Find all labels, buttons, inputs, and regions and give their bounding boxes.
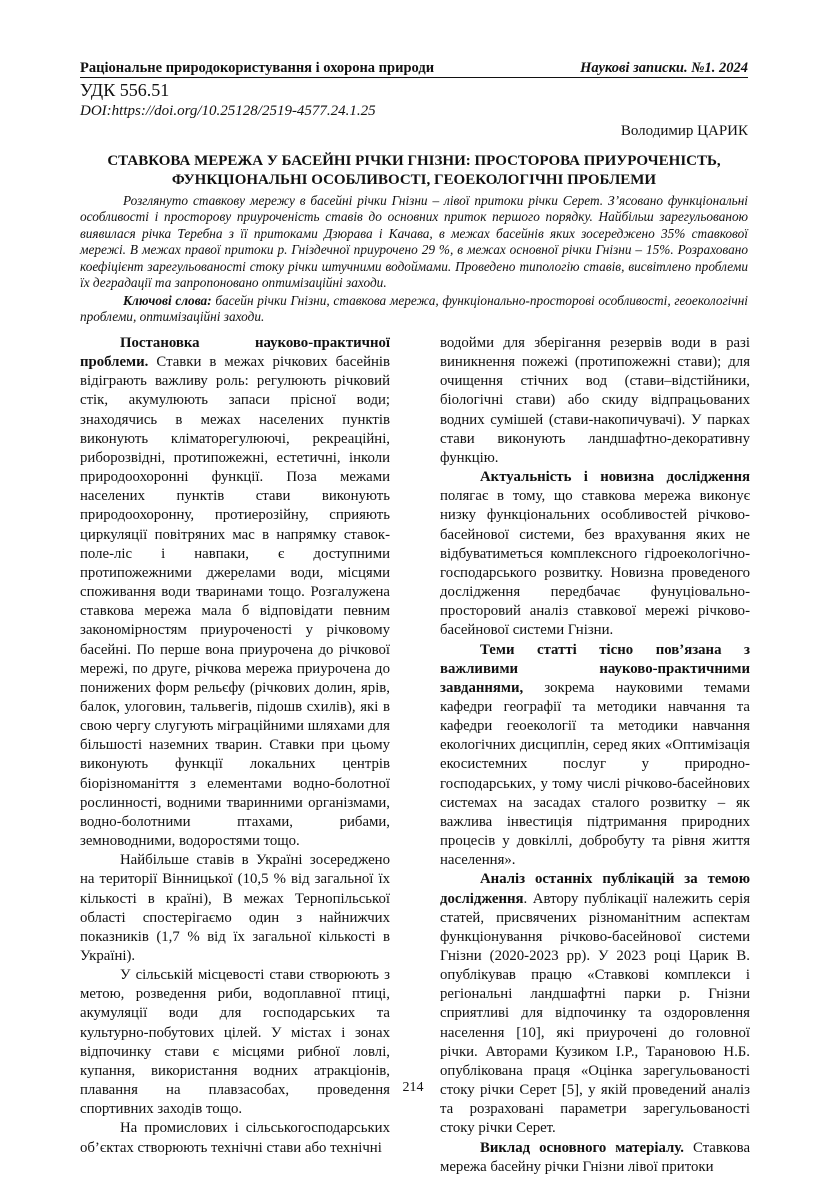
keywords-text: басейн річки Гнізни, ставкова мережа, функціонально-просторові особливості, геоекологічні проблеми, оптимізаційні заходи.: [80, 293, 748, 325]
page-number: 214: [402, 1080, 424, 1095]
udk-code: УДК 556.51: [80, 80, 170, 100]
heading-problem: Постановка науково-практичної проблеми.: [80, 335, 390, 371]
text-relevance: полягає в тому, що ставкова мережа виконує низку функціональних особливостей річково-басейнової системи, без врахування яких не відбуватиметься комплексного гідроекологічно-господарського розвитку. Новизна проведеного дослідження передбачає фунуціовально-просторовий аналіз ставкової мережі річково-басейнової системи Гнізни.: [440, 488, 750, 639]
journal-name: Раціональне природокористування і охорона природи: [80, 60, 435, 76]
doi-link[interactable]: DOI:https://doi.org/10.25128/2519-4577.24.1.25: [80, 103, 376, 119]
text-problem: Ставки в межах річкових басейнів відіграють важливу роль: регулюють річковий стік, акумулюють запаси прісної води; знаходячись в межах населених пунктів виконують кліматорегулюючі, рекреаційні, риборозвідні, протипожежні, естетичні, інколи природоохоронні функції. Поза межами населених пунктів стави виконують природоохоронну, протиерозійну, сприяють циркуляції повітряних мас в напрямку ставок-поле-ліс і навпаки, є доступними протипожежними джерелами води, місцями споживання води тваринами тощо. Розгалужена ставкова мережа мала б відповідати певним закономірностям приуроченості у річковому басейні. По перше вона приурочена до річкової мережі, по друге, річкова мережа приурочена до понижених форм рельєфу (річкових долин, ярів, балок, улоговин, тальвегів, підошв схилів), які в свою чергу слугують міграційними шляхами для більшості наземних тварин. Ставки при цьому виконують функції локальних центрів біорізноманіття з елементами водно-болотної рослинності, водними тваринними організмами, водно-болотними птахами, рибами, земноводними, водоростями тощо.: [80, 354, 391, 850]
text-main-material: Ставкова мережа басейну річки Гнізни лівої притоки: [440, 1139, 751, 1175]
running-header: [80, 60, 748, 78]
paragraph-publications: [440, 870, 750, 1138]
paragraph-problem: [80, 334, 390, 851]
keywords: [80, 293, 748, 326]
article-title: СТАВКОВА МЕРЕЖА У БАСЕЙНІ РІЧКИ ГНІЗНИ: ПРОСТОРОВА ПРИУРОЧЕНІСТЬ, ФУНКЦІОНАЛЬНІ ОСОБЛИВОСТІ, ГЕОЕКОЛОГІЧНІ ПРОБЛЕМИ: [107, 153, 721, 188]
paragraph-main-material: [440, 1139, 750, 1177]
left-column: [80, 334, 390, 1158]
paragraph-relevance: [440, 468, 750, 640]
author-name: Володимир ЦАРИК: [620, 123, 748, 139]
paragraph-technical-ponds: водойми для зберігання резервів води в разі виникнення пожежі (протипожежні стави); для очищення стічних вод (стави–відстійники, біологічні стави) або скиду відпрацьованих водних сумішей (стави-накопичувачі). У парках стави виконують ландшафтно-декоративну функцію.: [440, 335, 750, 466]
heading-main-material: Виклад основного матеріалу.: [480, 1139, 684, 1156]
keywords-label: Ключові слова:: [123, 293, 212, 308]
text-publications: . Автору публікації належить серія статей, присвячених різноманітним аспектам функціонування річково-басейнової системи Гнізни (2020-2023 рр). У 2023 році Царик В. опублікував працю «Ставкові комплекси і регіональні ландшафтні парки р. Гнізни сприятливі для відпочинку та оздоровлення населення [10], які приурочені до головної річки. Авторами Кузиком І.Р., Тарановою Н.Б. опублікована праця «Оцінка зарегульованості стоку річки Серет [5], у якій проведений аналіз та розраховані параметри зарегульованості стоку річки Серет.: [440, 890, 750, 1137]
heading-topics: Теми статті тісно пов’язана з важливими науково-практичними завданнями,: [440, 641, 750, 696]
paragraph-industrial-ponds: На промислових і сільськогосподарських об’єктах створюють технічні стави або технічні: [80, 1120, 390, 1156]
paragraph-rural-ponds: У сільській місцевості стави створюють з метою, розведення риби, водоплавної птиці, акумуляції води для господарських та культурно-побутових цілей. У містах і зонах відпочинку стави є місцями рибної ловлі, купання, використання водних атракціонів, плавання на плавзасобах, проведення спортивних заходів тощо.: [80, 967, 390, 1118]
text-topics: зокрема науковими темами кафедри географії та методики навчання та кафедри геоекології та методики навчання екологічних дисциплін, серед яких «Оптимізація екосистемних послуг у природно-господарських, у тому числі річково-басейнових системах на засадах сталого розвитку – як важлива інвестиція підтримання природних процесів у довкіллі, добробуту та рівня життя населення».: [440, 679, 751, 869]
abstract: Розглянуто ставкову мережу в басейні річки Гнізни – лівої притоки річки Серет. З’ясовано функціональні особливості і просторову приуроченість ставів до основних приток першого порядку. Найбільш зарегульованою виявилася річка Теребна з її притоками Дзюрава і Качава, в межах басейнів яких зосереджено 35% ставкової мережі. В межах правої притоки р. Гніздечної приурочено 29 %, в межах основної річки Гнізни – 15%. Розраховано коефіцієнт зарегульованості стоку річки штучними водоймами. Проведено типологію ставів, висвітлено проблеми їх деградації та запропоновано оптимізаційні заходи.: [80, 193, 748, 291]
header-rule: [80, 77, 748, 78]
heading-publications: Аналіз останніх публікацій за темою дослідження: [440, 871, 750, 907]
paragraph-ukraine-stats: Найбільше ставів в Україні зосереджено на території Вінницької (10,5 % від загальної їх кількості в країні), В межах Тернопільської області спостерігаємо один з найнижчих показників (1,7 % від їх загальної кількості в Україні).: [80, 852, 390, 964]
right-column: [440, 334, 750, 1177]
paragraph-topics: [440, 641, 750, 871]
heading-relevance: Актуальність і новизна дослідження: [480, 469, 750, 486]
issue-label: Наукові записки. №1. 2024: [580, 60, 748, 76]
